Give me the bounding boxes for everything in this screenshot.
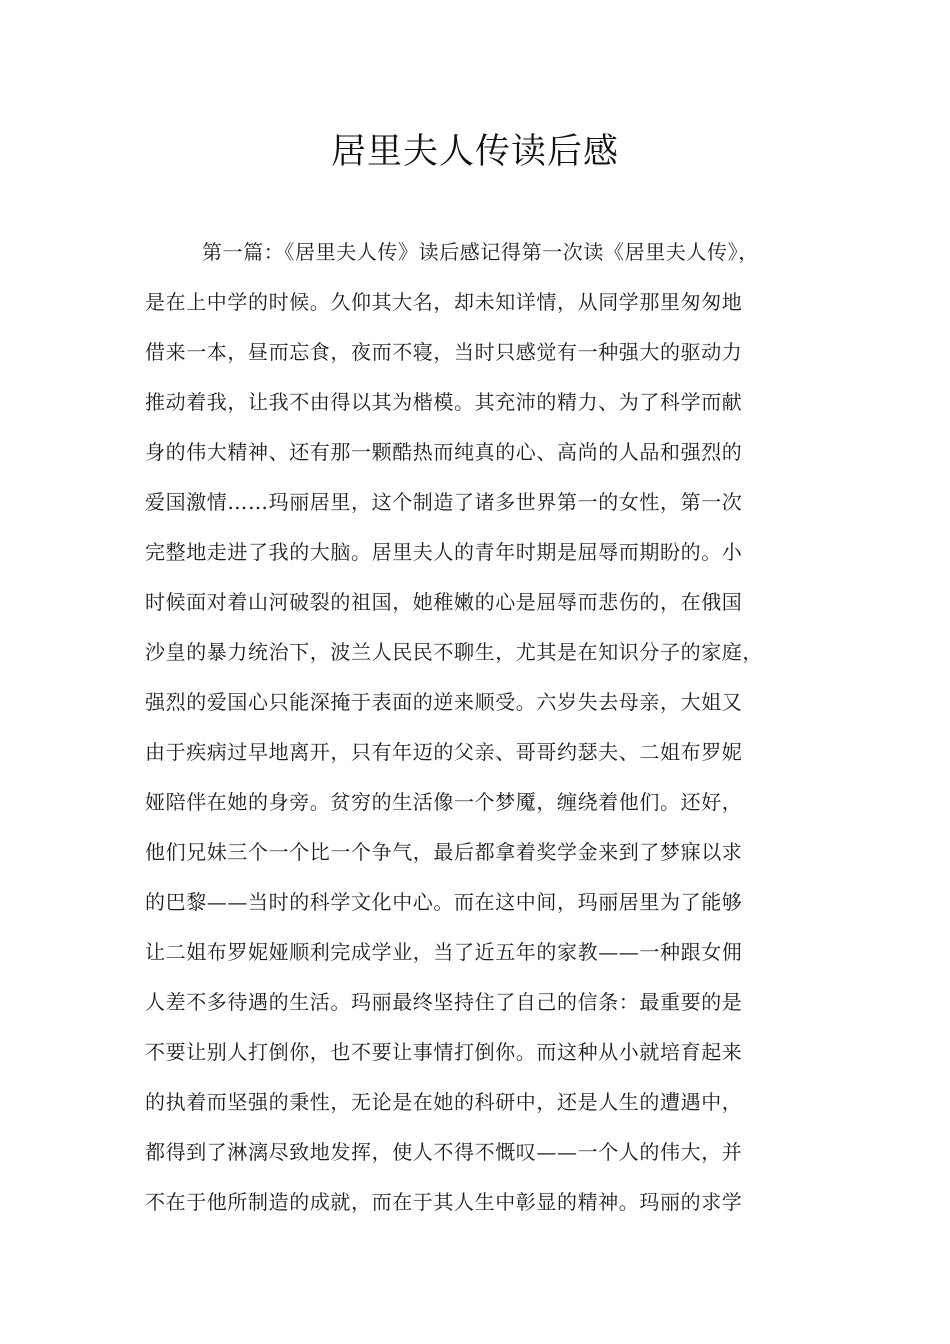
body-line: 第一篇：《居里夫人传》读后感记得第一次读《居里夫人传》， (202, 240, 759, 264)
body-line: 沙皇的暴力统治下，波兰人民民不聊生，尤其是在知识分子的家庭， (145, 640, 763, 664)
body-line: 推动着我，让我不由得以其为楷模。其充沛的精力、为了科学而献 (145, 390, 743, 414)
body-line: 娅陪伴在她的身旁。贫穷的生活像一个梦魇，缠绕着他们。还好， (145, 790, 743, 814)
body-line: 身的伟大精神、还有那一颗酷热而纯真的心、高尚的人品和强烈的 (145, 440, 743, 464)
body-line: 的执着而坚强的秉性，无论是在她的科研中，还是人生的遭遇中， (145, 1090, 743, 1114)
body-line: 的巴黎——当时的科学文化中心。而在这中间，玛丽居里为了能够 (145, 890, 743, 914)
document-body (145, 230, 825, 1230)
body-line: 不要让别人打倒你，也不要让事情打倒你。而这种从小就培育起来 (145, 1040, 743, 1064)
body-line: 都得到了淋漓尽致地发挥，使人不得不慨叹——一个人的伟大，并 (145, 1140, 743, 1164)
body-line: 他们兄妹三个一个比一个争气，最后都拿着奖学金来到了梦寐以求 (145, 840, 743, 864)
body-line: 不在于他所制造的成就，而在于其人生中彰显的精神。玛丽的求学 (145, 1190, 743, 1214)
body-line: 强烈的爱国心只能深掩于表面的逆来顺受。六岁失去母亲，大姐又 (145, 690, 743, 714)
body-line: 是在上中学的时候。久仰其大名，却未知详情，从同学那里匆匆地 (145, 290, 743, 314)
body-line: 时候面对着山河破裂的祖国，她稚嫩的心是屈辱而悲伤的，在俄国 (145, 590, 743, 614)
body-line: 人差不多待遇的生活。玛丽最终坚持住了自己的信条：最重要的是 (145, 990, 743, 1014)
document-title: 居里夫人传读后感 (330, 132, 619, 172)
body-line: 让二姐布罗妮娅顺利完成学业，当了近五年的家教——一种跟女佣 (145, 940, 743, 964)
body-line: 爱国激情……玛丽居里，这个制造了诸多世界第一的女性，第一次 (145, 490, 743, 514)
body-line: 借来一本，昼而忘食，夜而不寝，当时只感觉有一种强大的驱动力 (145, 340, 743, 364)
body-line: 完整地走进了我的大脑。居里夫人的青年时期是屈辱而期盼的。小 (145, 540, 743, 564)
body-line: 由于疾病过早地离开，只有年迈的父亲、哥哥约瑟夫、二姐布罗妮 (145, 740, 743, 764)
